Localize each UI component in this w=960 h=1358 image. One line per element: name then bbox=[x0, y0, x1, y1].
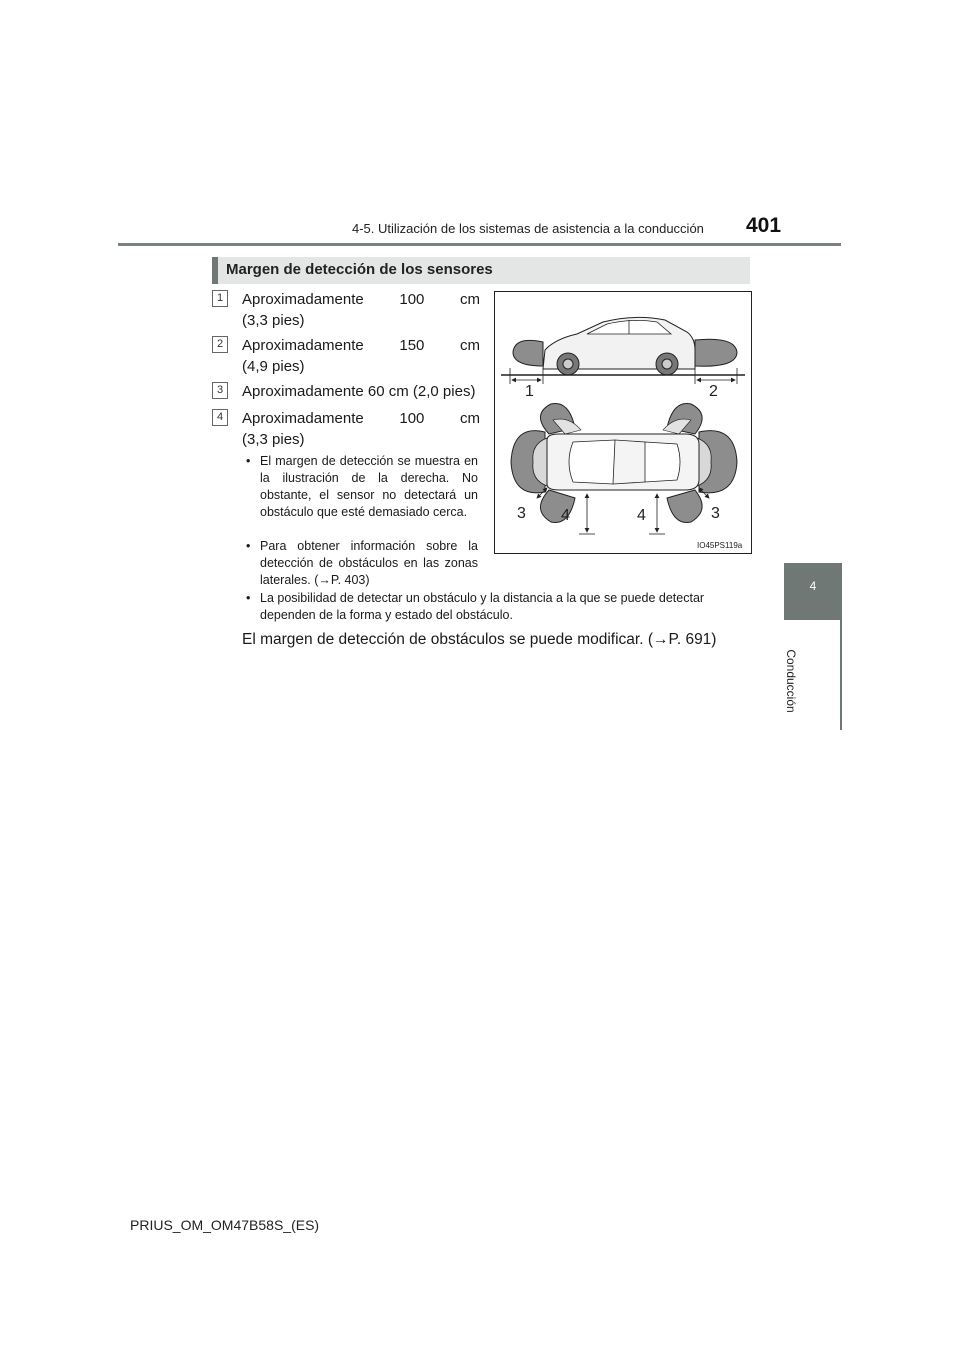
item-number-3: 3 bbox=[212, 382, 228, 399]
bullet-note-2-text: Para obtener información sobre la detección de obstáculos en las zonas laterales. (→P. 403) bbox=[260, 539, 478, 587]
item-3-line-1: Aproximadamente 60 cm (2,0 pies) bbox=[242, 383, 476, 400]
header-rule bbox=[118, 243, 841, 246]
bullet-note-2 bbox=[246, 538, 478, 589]
car-top-view bbox=[547, 434, 699, 490]
section-header bbox=[212, 257, 750, 284]
item-1-line-1: Aproximadamente 100 cm bbox=[242, 291, 480, 308]
item-number-2: 2 bbox=[212, 336, 228, 353]
front-detection-zone-side bbox=[513, 340, 543, 366]
figure-label-3-right: 3 bbox=[711, 505, 720, 522]
bullet-note-3 bbox=[246, 590, 750, 624]
section-title: Margen de detección de los sensores bbox=[226, 261, 493, 278]
item-1-line-2: (3,3 pies) bbox=[242, 312, 305, 329]
sensor-range-figure bbox=[494, 291, 752, 554]
figure-code: IO45PS119a bbox=[697, 541, 743, 550]
figure-label-4-left: 4 bbox=[561, 507, 570, 524]
car-side-view bbox=[543, 317, 695, 375]
bullet-note-3-text: La posibilidad de detectar un obstáculo y la distancia a la que se puede detectar dependen de la forma y estado del obstáculo. bbox=[260, 591, 705, 622]
page-number: 401 bbox=[746, 214, 782, 237]
bullet-note-1 bbox=[246, 453, 478, 521]
chapter-title: Conducción bbox=[784, 649, 798, 713]
item-4-line-1: Aproximadamente 100 cm bbox=[242, 410, 480, 427]
document-code: PRIUS_OM_OM47B58S_(ES) bbox=[130, 1217, 320, 1233]
detection-range-note: El margen de detección de obstáculos se puede modificar. (→P. 691) bbox=[242, 631, 717, 648]
section-header-accent bbox=[212, 257, 218, 284]
item-2-line-1: Aproximadamente 150 cm bbox=[242, 337, 480, 354]
rear-detection-zone-side bbox=[695, 339, 737, 366]
item-number-1: 1 bbox=[212, 290, 228, 307]
sensor-range-illustration bbox=[495, 292, 751, 553]
header-section-title: 4-5. Utilización de los sistemas de asistencia a la conducción bbox=[352, 221, 704, 236]
chapter-title-container bbox=[776, 636, 806, 726]
chapter-number: 4 bbox=[809, 579, 817, 593]
figure-label-1: 1 bbox=[525, 383, 534, 400]
item-4-line-2: (3,3 pies) bbox=[242, 431, 305, 448]
chapter-tab-bar bbox=[840, 620, 842, 730]
bullet-marker: • bbox=[246, 539, 251, 553]
figure-label-2: 2 bbox=[709, 383, 718, 400]
figure-label-3-left: 3 bbox=[517, 505, 526, 522]
bullet-note-1-text: El margen de detección se muestra en la ilustración de la derecha. No obstante, el sensor no detectará un obstáculo que esté demasiado cerca. bbox=[260, 454, 478, 519]
bullet-marker: • bbox=[246, 454, 251, 468]
figure-label-4-right: 4 bbox=[637, 507, 646, 524]
item-2-line-2: (4,9 pies) bbox=[242, 358, 305, 375]
bullet-marker: • bbox=[246, 591, 251, 605]
chapter-tab bbox=[784, 563, 842, 620]
item-number-4: 4 bbox=[212, 409, 228, 426]
